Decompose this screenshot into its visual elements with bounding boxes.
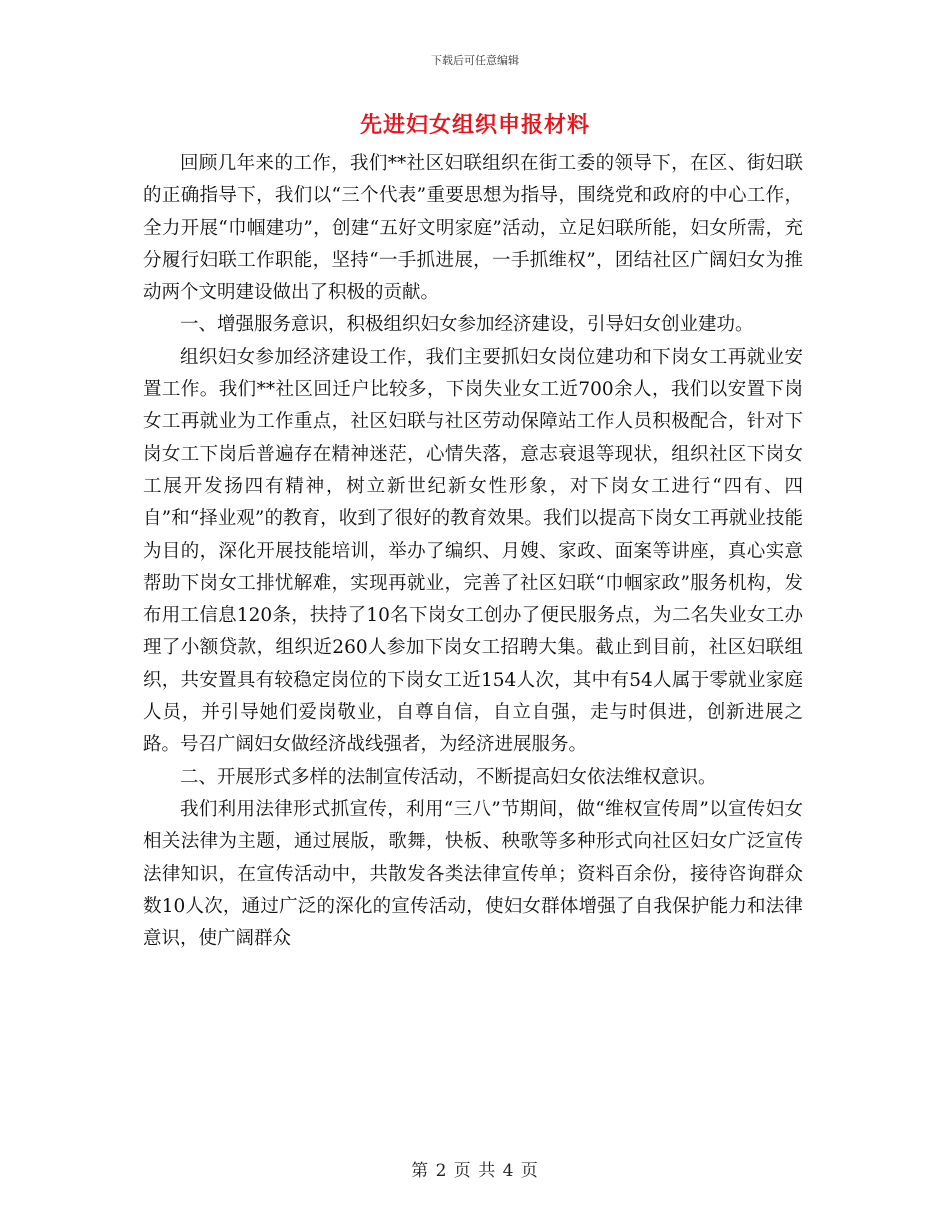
section-heading-1: 一、增强服务意识，积极组织妇女参加经济建设，引导妇女创业建功。 bbox=[180, 314, 754, 336]
document-body bbox=[143, 148, 803, 955]
paragraph-intro: 回顾几年来的工作，我们**社区妇联组织在街工委的领导下，在区、街妇联的正确指导下，我们以“三个代表”重要思想为指导，围绕党和政府的中心工作，全力开展“巾帼建功”，创建“五好文明家庭”活动，立足妇联所能，妇女所需，充分履行妇联工作职能，坚持“一手抓进展，一手抓维权”，团结社区广阔妇女为推动两个文明建设做出了积极的贡献。 bbox=[143, 153, 803, 304]
section-heading-2: 二、开展形式多样的法制宣传活动，不断提高妇女依法维权意识。 bbox=[180, 766, 717, 788]
document-title: 先进妇女组织申报材料 bbox=[359, 112, 590, 138]
paragraph-legal-publicity: 我们利用法律形式抓宣传，利用“三八”节期间，做“维权宣传周”以宣传妇女相关法律为主题，通过展版，歌舞，快板、秧歌等多种形式向社区妇女广泛宣传法律知识，在宣传活动中，共散发各类法律宣传单；资料百余份，接待咨询群众数10人次，通过广泛的深化的宣传活动，使妇女群体增强了自我保护能力和法律意识，使广阔群众 bbox=[143, 798, 803, 950]
page-number: 第 2 页 共 4 页 bbox=[411, 1161, 539, 1181]
paragraph-economic-work: 组织妇女参加经济建设工作，我们主要抓妇女岗位建功和下岗女工再就业安置工作。我们**社区回迁户比较多，下岗失业女工近700余人，我们以安置下岗女工再就业为工作重点，社区妇联与社区劳动保障站工作人员积极配合，针对下岗女工下岗后普遍存在精神迷茫，心情失落，意志衰退等现状，组织社区下岗女工展开发扬四有精神，树立新世纪新女性形象，对下岗女工进行“四有、四自”和“择业观”的教育，收到了很好的教育效果。我们以提高下岗女工再就业技能为目的，深化开展技能培训，举办了编织、月嫂、家政、面案等讲座，真心实意帮助下岗女工排忧解难，实现再就业，完善了社区妇联“巾帼家政”服务机构，发布用工信息120条，扶持了10名下岗女工创办了便民服务点，为二名失业女工办理了小额贷款，组织近260人参加下岗女工招聘大集。截止到目前，社区妇联组织，共安置具有较稳定岗位的下岗女工近154人次，其中有54人属于零就业家庭人员，并引导她们爱岗敬业，自尊自信，自立自强，走与时俱进，创新进展之路。号召广阔妇女做经济战线强者，为经济进展服务。 bbox=[143, 346, 803, 756]
page-header-note: 下载后可任意编辑 bbox=[431, 54, 519, 67]
